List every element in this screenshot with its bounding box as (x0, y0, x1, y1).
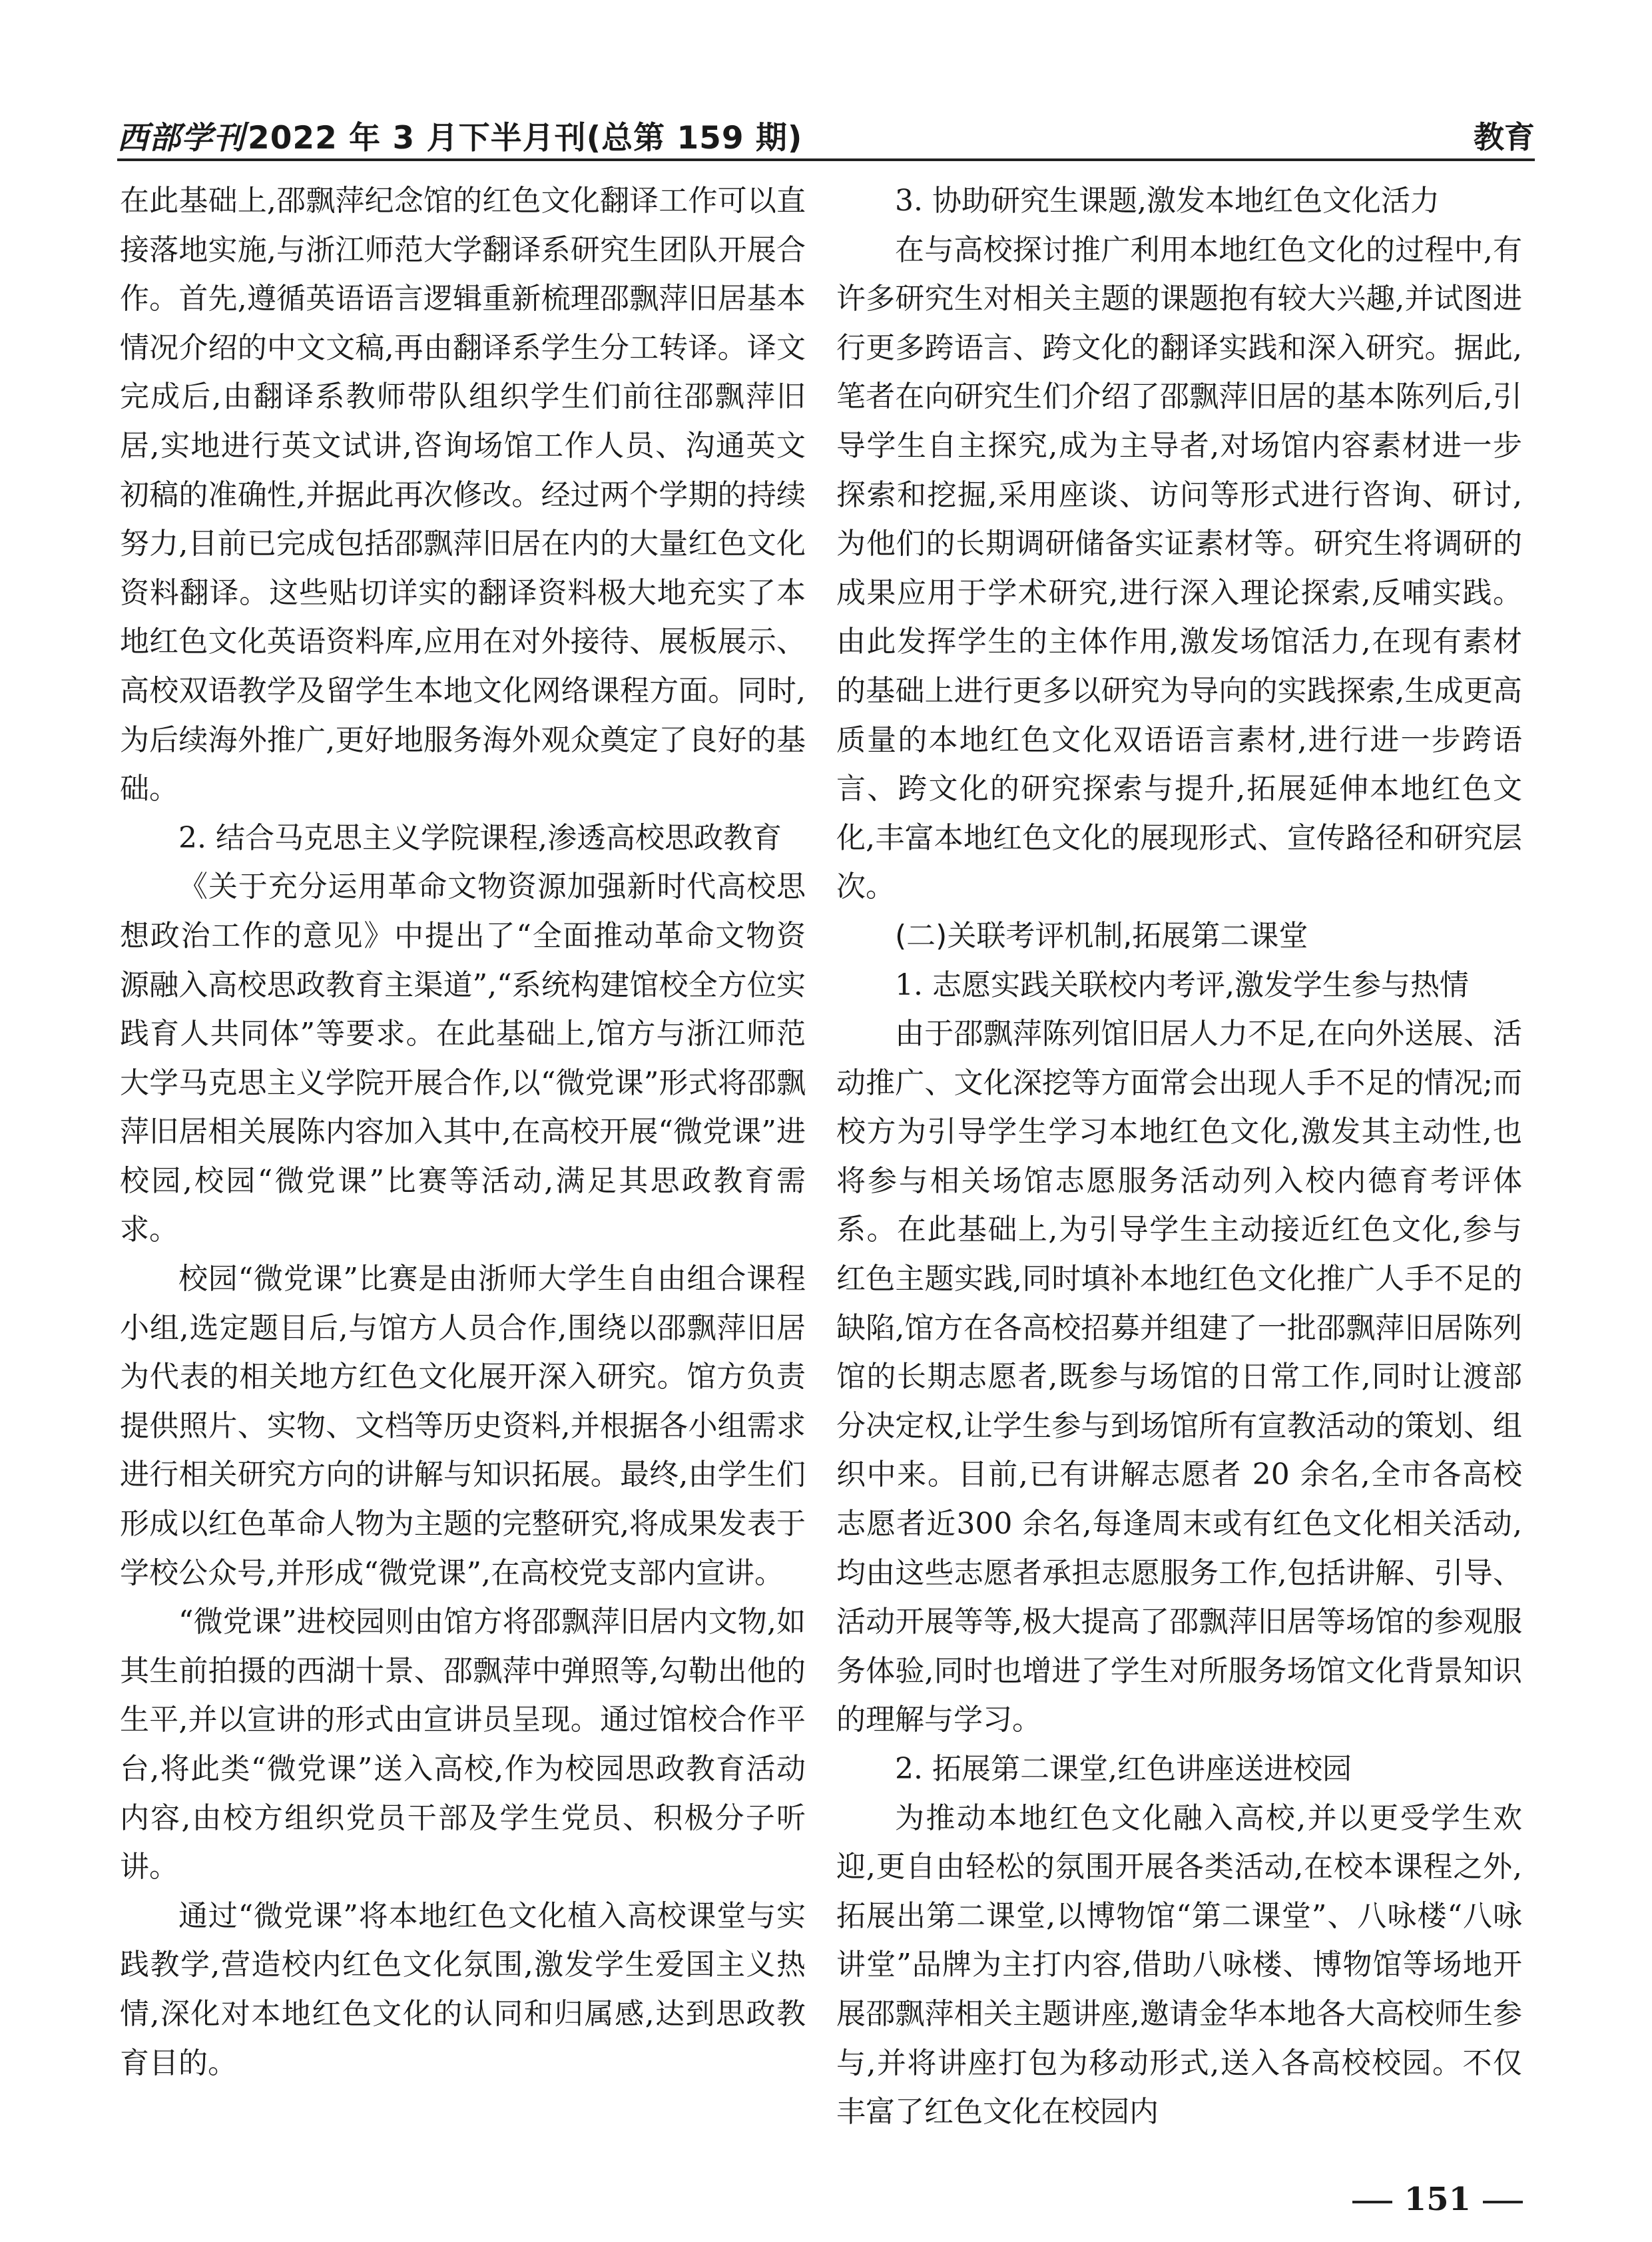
subheading: 2. 结合马克思主义学院课程,渗透高校思政教育 (178, 820, 782, 855)
paragraph: 《关于充分运用革命文物资源加强新时代高校思想政治工作的意见》中提出了“全面推动革命文物资源融入高校思政教育主渠道”,“系统构建馆校全方位实践育人共同体”等要求。在此基础上,馆方与浙江师范大学马克思主义学院开展合作,以“微党课”形式将邵飘萍旧居相关展陈内容加入其中,在高校开展“微党课”进校园,校园“微党课”比赛等活动,满足其思政教育需求。 (120, 870, 806, 1247)
paragraph: 通过“微党课”将本地红色文化植入高校课堂与实践教学,营造校内红色文化氛围,激发学生爱国主义热情,深化对本地红色文化的认同和归属感,达到思政教育目的。 (120, 1898, 806, 2080)
paragraph: “微党课”进校园则由馆方将邵飘萍旧居内文物,如其生前拍摄的西湖十景、邵飘萍中弹照等,勾勒出他的生平,并以宣讲的形式由宣讲员呈现。通过馆校合作平台,将此类“微党课”送入高校,作为校园思政教育活动内容,由校方组织党员干部及学生党员、积极分子听讲。 (120, 1605, 806, 1884)
page-number: 151 (1404, 2181, 1471, 2218)
page-header (117, 107, 1535, 160)
footer-dash-left (1352, 2201, 1392, 2203)
journal-name: 西部学刊 (117, 120, 245, 156)
subheading: 2. 拓展第二课堂,红色讲座送进校园 (895, 1752, 1352, 1786)
issue-label: 2022 年 3 月下半月刊(总第 159 期) (248, 120, 803, 156)
header-journal-issue (117, 113, 802, 158)
section-heading: (二)关联考评机制,拓展第二课堂 (895, 918, 1308, 953)
footer-dash-right (1483, 2201, 1523, 2203)
subheading: 1. 志愿实践关联校内考评,激发学生参与热情 (895, 968, 1469, 1002)
page-footer (1340, 2181, 1535, 2218)
paragraph: 校园“微党课”比赛是由浙师大学生自由组合课程小组,选定题目后,与馆方人员合作,围绕以邵飘萍旧居为代表的相关地方红色文化展开深入研究。馆方负责提供照片、实物、文档等历史资料,并根据各小组需求进行相关研究方向的讲解与知识拓展。最终,由学生们形成以红色革命人物为主题的完整研究,将成果发表于学校公众号,并形成“微党课”,在高校党支部内宣讲。 (120, 1262, 806, 1590)
section-label: 教育 (1474, 119, 1535, 155)
paragraph: 由于邵飘萍陈列馆旧居人力不足,在向外送展、活动推广、文化深挖等方面常会出现人手不足的情况;而校方为引导学生学习本地红色文化,激发其主动性,也将参与相关场馆志愿服务活动列入校内德育考评体系。在此基础上,为引导学生主动接近红色文化,参与红色主题实践,同时填补本地红色文化推广人手不足的缺陷,馆方在各高校招募并组建了一批邵飘萍旧居陈列馆的长期志愿者,既参与场馆的日常工作,同时让渡部分决定权,让学生参与到场馆所有宣教活动的策划、组织中来。目前,已有讲解志愿者 20 余名,全市各高校志愿者近300 余名,每逢周末或有红色文化相关活动,均由这些志愿者承担志愿服务工作,包括讲解、引导、活动开展等等,极大提高了邵飘萍旧居等场馆的参观服务体验,同时也增进了学生对所服务场馆文化背景知识的理解与学习。 (836, 1017, 1523, 1737)
paragraph: 为推动本地红色文化融入高校,并以更受学生欢迎,更自由轻松的氛围开展各类活动,在校本课程之外,拓展出第二课堂,以博物馆“第二课堂”、八咏楼“八咏讲堂”品牌为主打内容,借助八咏楼、博物馆等场地开展邵飘萍相关主题讲座,邀请金华本地各大高校师生参与,并将讲座打包为移动形式,送入各高校校园。不仅丰富了红色文化在校园内 (836, 1801, 1522, 2129)
header-rule (117, 158, 1535, 161)
left-column (120, 176, 806, 2088)
paragraph: 在与高校探讨推广利用本地红色文化的过程中,有许多研究生对相关主题的课题抱有较大兴趣,并试图进行更多跨语言、跨文化的翻译实践和深入研究。据此,笔者在向研究生们介绍了邵飘萍旧居的基本陈列后,引导学生自主探究,成为主导者,对场馆内容素材进一步探索和挖掘,采用座谈、访问等形式进行咨询、研讨,为他们的长期调研储备实证素材等。研究生将调研的成果应用于学术研究,进行深入理论探索,反哺实践。由此发挥学生的主体作用,激发场馆活力,在现有素材的基础上进行更多以研究为导向的实践探索,生成更高质量的本地红色文化双语语言素材,进行进一步跨语言、跨文化的研究探索与提升,拓展延伸本地红色文化,丰富本地红色文化的展现形式、宣传路径和研究层次。 (836, 232, 1522, 904)
subheading: 3. 协助研究生课题,激发本地红色文化活力 (895, 184, 1440, 218)
right-column (836, 176, 1522, 2137)
paragraph: 在此基础上,邵飘萍纪念馆的红色文化翻译工作可以直接落地实施,与浙江师范大学翻译系研究生团队开展合作。首先,遵循英语语言逻辑重新梳理邵飘萍旧居基本情况介绍的中文文稿,再由翻译系学生分工转译。译文完成后,由翻译系教师带队组织学生们前往邵飘萍旧居,实地进行英文试讲,咨询场馆工作人员、沟通英文初稿的准确性,并据此再次修改。经过两个学期的持续努力,目前已完成包括邵飘萍旧居在内的大量红色文化资料翻译。这些贴切详实的翻译资料极大地充实了本地红色文化英语资料库,应用在对外接待、展板展示、高校双语教学及留学生本地文化网络课程方面。同时,为后续海外推广,更好地服务海外观众奠定了良好的基础。 (120, 184, 806, 806)
